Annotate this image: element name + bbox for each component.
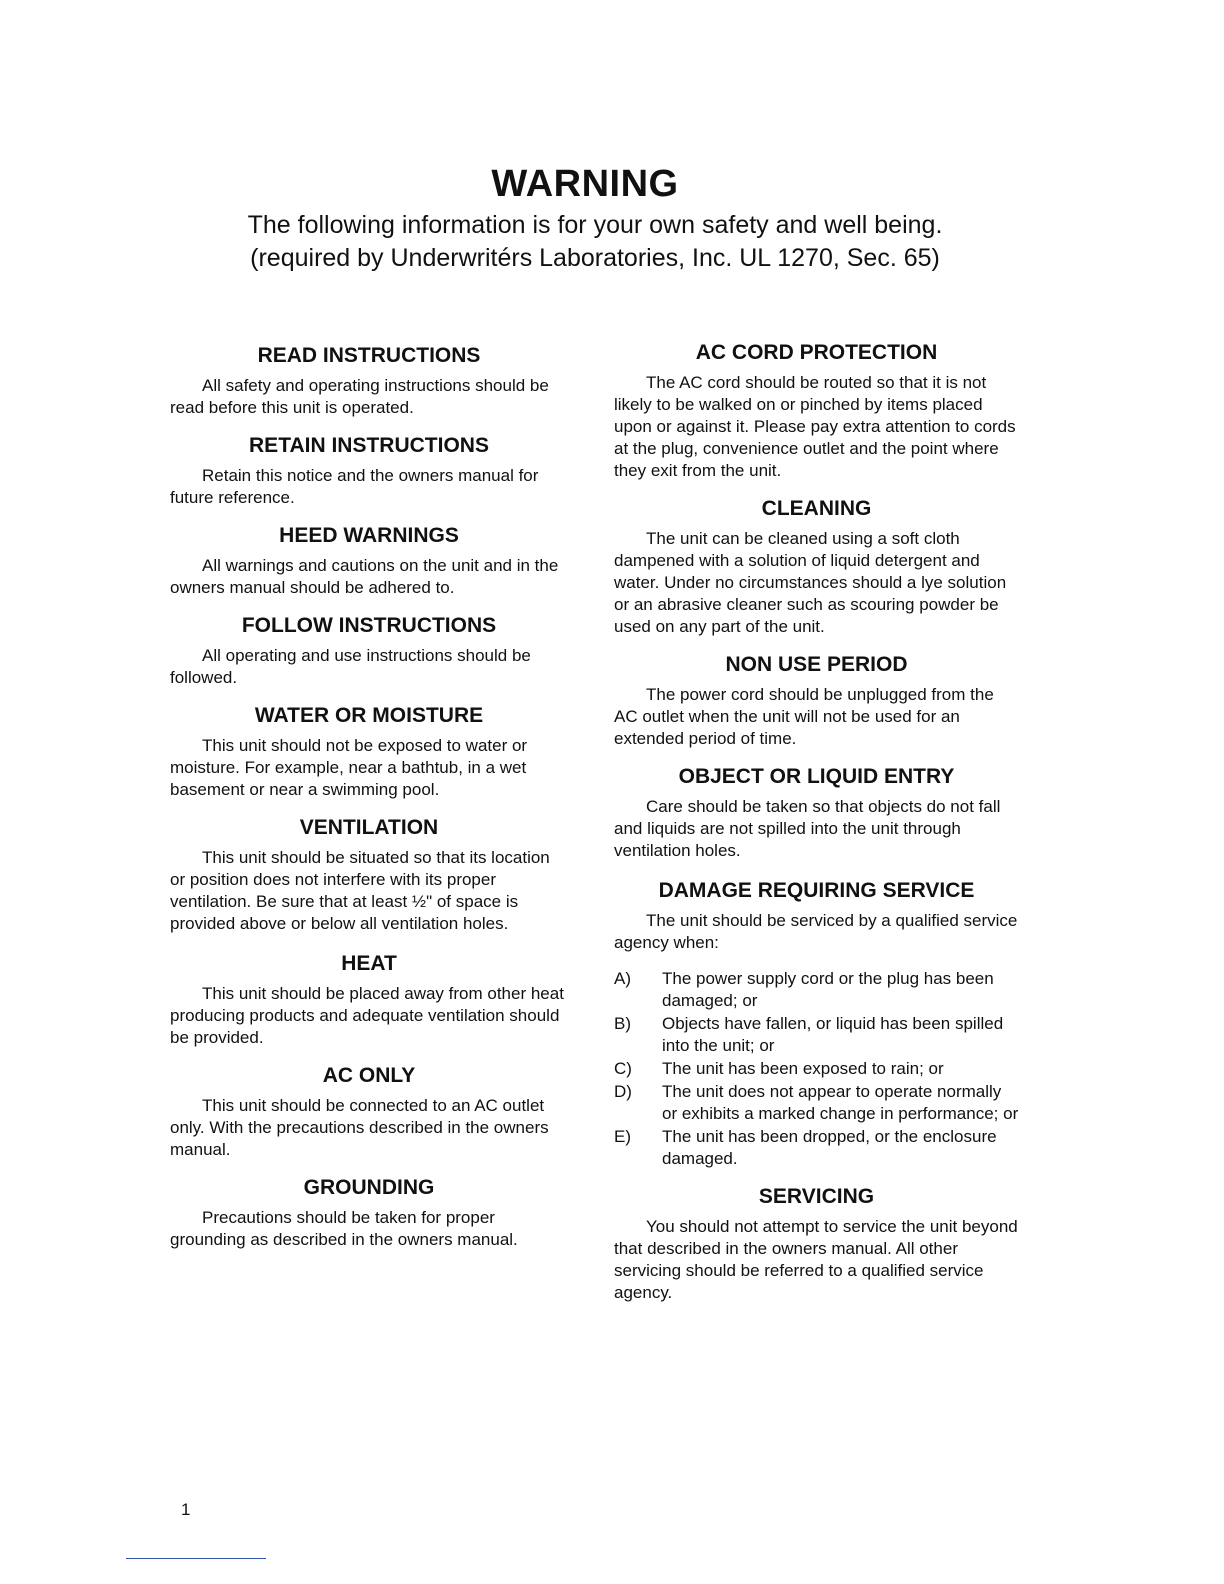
section-text: This unit should not be exposed to water or moisture. For example, near a bathtub, in a wet basement or near a swimming pool. [170,736,528,799]
damage-list [614,968,1019,1170]
section-text: This unit should be situated so that its location or position does not interfere with its proper ventilation. Be sure that at least ½" of space is provided above or below all ventilation holes. [170,848,550,933]
list-item [614,1058,1019,1080]
list-item-text: The unit has been dropped, or the enclosure damaged. [662,1127,997,1168]
section-heading: AC ONLY [322,1064,416,1087]
section-water-or-moisture [170,703,568,801]
list-item-letter: A) [614,969,631,988]
section-heading: VENTILATION [299,816,439,839]
section-damage-requiring-service [614,878,1019,1170]
section-text: You should not attempt to service the unit beyond that described in the owners manual. All other servicing should be referred to a qualified service agency. [614,1217,1018,1302]
section-heading: GROUNDING [303,1176,435,1199]
section-heed-warnings [170,523,568,599]
section-ventilation [170,815,568,935]
section-heading: SERVICING [758,1185,875,1208]
section-heading: OBJECT OR LIQUID ENTRY [678,765,955,788]
section-text: Precautions should be taken for proper grounding as described in the owners manual. [170,1208,518,1249]
section-heading: HEED WARNINGS [279,524,459,547]
section-grounding [170,1175,568,1251]
bottom-rule [126,1558,266,1559]
section-text: All warnings and cautions on the unit and in the owners manual should be adhered to. [170,556,559,597]
section-text: The AC cord should be routed so that it is not likely to be walked on or pinched by items placed upon or against it. Please pay extra attention to cords at the plug, convenience outlet and the point where they exit from the unit. [614,373,1016,480]
section-heading: CLEANING [761,497,872,520]
section-servicing [614,1184,1019,1304]
section-heading: HEAT [341,952,397,975]
list-item-text: The unit has been exposed to rain; or [662,1059,944,1078]
section-heading: AC CORD PROTECTION [695,341,938,364]
subtitle-line-2: (required by Underwritérs Laboratories, Inc. UL 1270, Sec. 65) [250,244,940,272]
section-heading: FOLLOW INSTRUCTIONS [241,614,497,637]
list-item-letter: E) [614,1127,631,1146]
section-text: All safety and operating instructions should be read before this unit is operated. [170,376,549,417]
section-text: The unit can be cleaned using a soft cloth dampened with a solution of liquid detergent and water. Under no circumstances should a lye solution or an abrasive cleaner such as scouring powder be used on any part of the unit. [614,529,1007,636]
list-item [614,1013,1019,1057]
section-ac-only [170,1063,568,1161]
list-item-letter: B) [614,1014,631,1033]
section-heading: NON USE PERIOD [725,653,908,676]
list-item [614,1081,1019,1125]
left-column [170,340,568,1251]
section-text: Retain this notice and the owners manual for future reference. [170,466,539,507]
section-heading: READ INSTRUCTIONS [257,344,481,367]
section-text: The power cord should be unplugged from the AC outlet when the unit will not be used for an extended period of time. [614,685,994,748]
section-text: Care should be taken so that objects do not fall and liquids are not spilled into the unit through ventilation holes. [614,797,1001,860]
subtitle-line-1: The following information is for your own safety and well being. [247,211,943,239]
list-item-letter: C) [614,1059,632,1078]
section-heat [170,951,568,1049]
warning-title: WARNING [491,163,679,205]
section-text: The unit should be serviced by a qualified service agency when: [614,911,1018,952]
right-column [614,340,1019,1304]
list-item-text: Objects have fallen, or liquid has been spilled into the unit; or [662,1014,1004,1055]
section-text: All operating and use instructions should be followed. [170,646,531,687]
list-item-letter: D) [614,1082,632,1101]
section-heading: DAMAGE REQUIRING SERVICE [658,879,975,902]
list-item-text: The unit does not appear to operate normally or exhibits a marked change in performance; or [662,1082,1019,1123]
section-object-or-liquid-entry [614,764,1019,862]
section-retain-instructions [170,433,568,509]
list-item-text: The power supply cord or the plug has been damaged; or [662,969,994,1010]
section-text: This unit should be placed away from other heat producing products and adequate ventilation should be provided. [170,984,564,1047]
section-heading: WATER OR MOISTURE [254,704,484,727]
section-follow-instructions [170,613,568,689]
section-non-use-period [614,652,1019,750]
section-read-instructions [170,343,568,419]
list-item [614,968,1019,1012]
page-number: 1 [181,1500,191,1519]
section-text: This unit should be connected to an AC outlet only. With the precautions described in the owners manual. [170,1096,549,1159]
section-heading: RETAIN INSTRUCTIONS [249,434,489,457]
list-item [614,1126,1019,1170]
section-cleaning [614,496,1019,638]
section-ac-cord-protection [614,340,1019,482]
